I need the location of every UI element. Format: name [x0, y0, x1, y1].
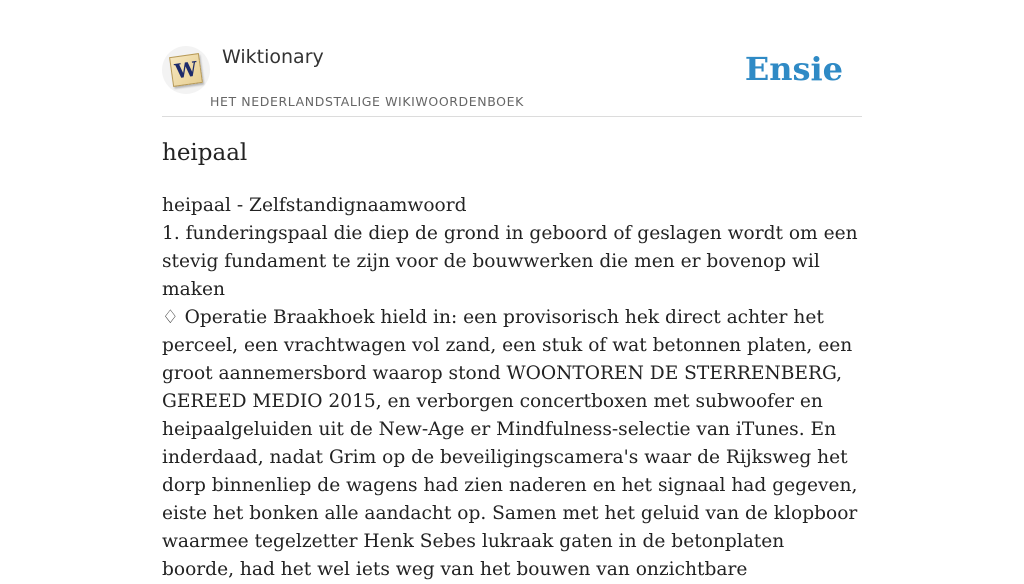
entry-example: ♢ Operatie Braakhoek hield in: een provisorisch hek direct achter het perceel, een vrachtwagen vol zand, een stuk of wat betonnen platen, een groot aannemersbord waarop stond WOONTOREN DE STERRENBERG, GEREED MEDIO 2015, en verborgen concertboxen met subwoofer en heipaalgeluiden uit de New-Age er Mindfulness-selectie van iTunes. En inderdaad, nadat Grim op de beveiligingscamera's waar de Rijksweg het dorp binnenliep de wagens had zien naderen en het signaal had gegeven, eiste het bonken alle aandacht op. Samen met het geluid van de klopboor waarmee tegelzetter Henk Sebes lukraak gaten in de betonplaten boorde, had het wel iets weg van het bouwen van onzichtbare [162, 307, 858, 580]
site-name[interactable]: Wiktionary [222, 46, 324, 68]
entry-heading: heipaal - Zelfstandignaamwoord [162, 195, 467, 216]
site-tagline: HET NEDERLANDSTALIGE WIKIWOORDENBOEK [210, 94, 524, 109]
ensie-brand-logo[interactable]: Ensie [744, 50, 843, 88]
site-header [162, 0, 862, 117]
page-title: heipaal [162, 140, 248, 166]
logo-letter: W [173, 56, 199, 84]
wiktionary-logo[interactable] [162, 46, 210, 94]
entry-definition: 1. funderingspaal die diep de grond in geboord of geslagen wordt om een stevig fundament te zijn voor de bouwwerken die men er bovenop wil maken [162, 223, 858, 300]
entry-content [162, 192, 862, 584]
logo-tile-icon [169, 53, 203, 87]
